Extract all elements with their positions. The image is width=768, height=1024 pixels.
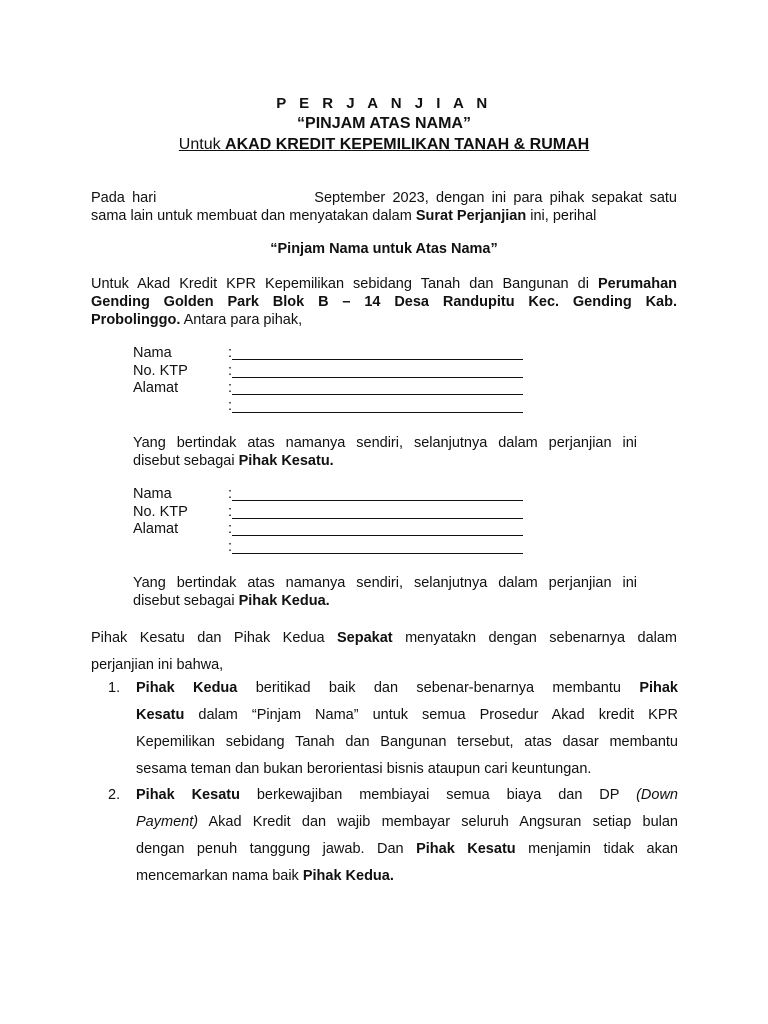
alamat-label: Alamat — [133, 380, 179, 396]
sepakat-bold: Sepakat — [337, 630, 393, 646]
surat-perjanjian-bold: Surat Perjanjian — [415, 208, 527, 224]
document-title — [0, 94, 768, 155]
party-2-ktp-row: No. KTP : — [133, 504, 533, 522]
title-akad-kredit — [0, 134, 768, 155]
pihak-kedua-bold: Pihak Kedua. — [238, 593, 330, 609]
title-pinjam-atas-nama: “PINJAM ATAS NAMA” — [297, 115, 471, 132]
akad-paragraph: Untuk Akad Kredit KPR Kepemilikan sebidang Tanah dan Bangunan di Perumahan Gending Golden Park Blok B – 14 Desa Randupitu Kec. Gending Kab. Probolinggo. Antara para pihak, — [91, 276, 677, 328]
party-1-fields — [133, 345, 533, 415]
party-1-ktp-row: No. KTP : — [133, 363, 533, 381]
title-akad-prefix: Untuk — [178, 136, 226, 153]
list-number: 2. — [108, 787, 121, 803]
intro-line-1 — [91, 189, 677, 207]
party-2-nama-row: Nama : — [133, 486, 533, 504]
probolinggo-bold: Probolinggo. — [91, 312, 181, 328]
intro-line-2: sama lain untuk membuat dan menyatakan dalam Surat Perjanjian ini, perihal — [91, 208, 597, 224]
intro-paragraph — [91, 189, 677, 225]
ktp-blank-line — [232, 363, 523, 378]
party-2-fields — [133, 486, 533, 556]
property-address: Gending Golden Park Blok B – 14 Desa Randupitu Kec. Gending Kab. — [91, 294, 677, 310]
party-2-alamat-row: Alamat : — [133, 521, 533, 539]
agreement-paragraph: Pihak Kesatu dan Pihak Kedua Sepakat menyatakn dengan sebenarnya dalam perjanjian ini bahwa, — [91, 630, 677, 673]
ktp-label: No. KTP — [133, 503, 188, 520]
date-text: September 2023, dengan ini para pihak sepakat satu — [314, 190, 677, 206]
day-label: Pada hari — [91, 190, 157, 206]
title-perjanjian: P E R J A N J I A N — [276, 95, 492, 112]
nama-label: Nama — [133, 345, 172, 361]
title-akad-main: AKAD KREDIT KEPEMILIKAN TANAH & RUMAH — [225, 136, 590, 153]
alamat-blank-line — [232, 521, 523, 536]
party-2-alamat-row-2: : — [133, 539, 533, 557]
nama-label: Nama — [133, 486, 172, 502]
party-1-alamat-row-2: : — [133, 398, 533, 416]
nama-blank-line — [232, 345, 523, 360]
alamat-blank-line — [232, 380, 523, 395]
list-item: 1. Pihak Kedua beritikad baik dan sebenar-benarnya membantu Pihak Kesatu dalam “Pinjam Nama” untuk semua Prosedur Akad kredit KPR Kepemilikan sebidang Tanah dan Bangunan tersebut, atas dasar membantu sesama teman dan bukan berorientasi bisnis ataupun cari keuntungan. — [108, 675, 678, 783]
party-1-description: Yang bertindak atas namanya sendiri, selanjutnya dalam perjanjian ini disebut sebagai Pihak Kesatu. — [133, 435, 637, 469]
perumahan-bold: Perumahan — [598, 276, 677, 292]
party-1-nama-row: Nama : — [133, 345, 533, 363]
ktp-label: No. KTP — [133, 362, 188, 379]
alamat-blank-line-2 — [232, 398, 523, 413]
agreement-subject: “Pinjam Nama untuk Atas Nama” — [270, 241, 498, 257]
party-1-alamat-row: Alamat : — [133, 380, 533, 398]
list-item: 2. Pihak Kesatu berkewajiban membiayai semua biaya dan DP (Down Payment) Akad Kredit dan wajib membayar seluruh Angsuran setiap bulan dengan penuh tanggung jawab. Dan Pihak Kesatu menjamin tidak akan mencemarkan nama baik Pihak Kedua. — [108, 782, 678, 890]
nama-blank-line — [232, 486, 523, 501]
alamat-label: Alamat — [133, 521, 179, 537]
pihak-kesatu-bold: Pihak Kesatu. — [238, 453, 334, 469]
alamat-blank-line-2 — [232, 539, 523, 554]
list-number: 1. — [108, 680, 121, 696]
party-2-description: Yang bertindak atas namanya sendiri, selanjutnya dalam perjanjian ini disebut sebagai Pihak Kedua. — [133, 575, 637, 609]
ktp-blank-line — [232, 504, 523, 519]
